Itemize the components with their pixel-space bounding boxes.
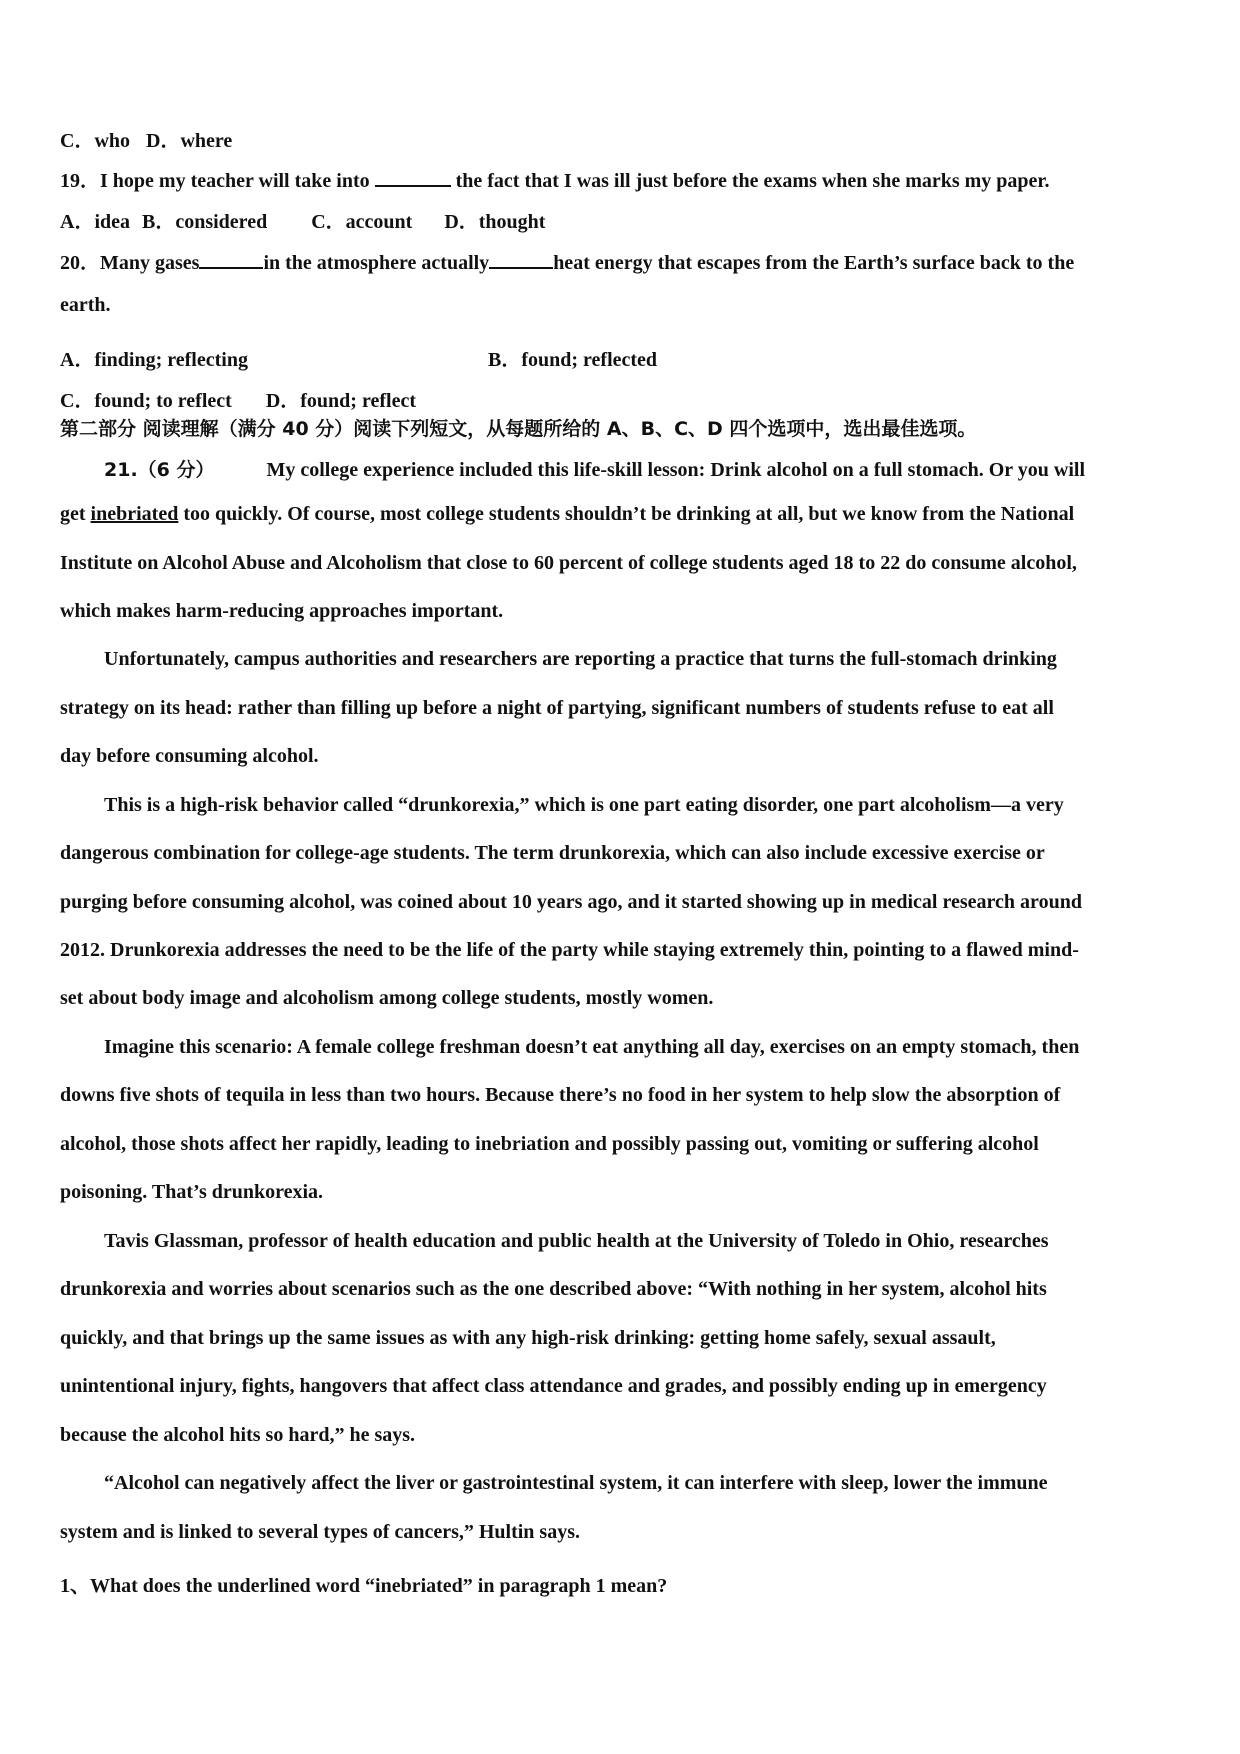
q20-option-c: C．found; to reflect xyxy=(60,390,232,412)
passage-line: system and is linked to several types of cancers,” Hultin says. xyxy=(60,1521,580,1543)
passage-line: Imagine this scenario: A female college freshman doesn’t eat anything all day, exercises on an empty stomach, then xyxy=(104,1036,1080,1058)
passage-line: This is a high-risk behavior called “drunkorexia,” which is one part eating disorder, one part alcoholism—a very xyxy=(104,794,1064,816)
q20-option-a: A．finding; reflecting xyxy=(60,349,248,371)
passage-line xyxy=(104,455,1085,482)
q20-stem-part3: heat energy that escapes from the Earth’s surface back to the xyxy=(553,252,1075,274)
passage-line: dangerous combination for college-age students. The term drunkorexia, which can also include excessive exercise or xyxy=(60,842,1045,864)
passage-line: Tavis Glassman, professor of health education and public health at the University of Toledo in Ohio, researches xyxy=(104,1230,1049,1252)
passage-line: Institute on Alcohol Abuse and Alcoholism that close to 60 percent of college students aged 18 to 22 do consume alcohol, xyxy=(60,552,1077,574)
passage-line: quickly, and that brings up the same issues as with any high-risk drinking: getting home safely, sexual assault, xyxy=(60,1327,996,1349)
passage-line: “Alcohol can negatively affect the liver or gastrointestinal system, it can interfere with sleep, lower the immune xyxy=(104,1472,1048,1494)
q18-option-d: D．where xyxy=(146,130,233,152)
q19-options xyxy=(60,205,545,234)
passage-line: drunkorexia and worries about scenarios such as the one described above: “With nothing in her system, alcohol hits xyxy=(60,1278,1047,1300)
passage-line: Unfortunately, campus authorities and researchers are reporting a practice that turns the full-stomach drinking xyxy=(104,648,1057,670)
q19-stem-before: 19．I hope my teacher will take into xyxy=(60,170,370,192)
q19-option-d: D．thought xyxy=(444,211,546,233)
passage-line: alcohol, those shots affect her rapidly, leading to inebriation and possibly passing out, vomiting or suffering alcohol xyxy=(60,1133,1039,1155)
q20-option-d: D．found; reflect xyxy=(265,390,416,412)
q20-option-b: B．found; reflected xyxy=(488,349,658,371)
q20-blank-2 xyxy=(489,249,553,269)
q18-options xyxy=(60,124,232,153)
q20-options-cd xyxy=(60,384,416,413)
passage-line: set about body image and alcoholism among college students, mostly women. xyxy=(60,987,714,1009)
section-heading: 第二部分 阅读理解（满分 40 分）阅读下列短文，从每题所给的 A、B、C、D 四个选项中，选出最佳选项。 xyxy=(60,418,977,440)
passage-line: day before consuming alcohol. xyxy=(60,745,319,767)
passage-line: 2012. Drunkorexia addresses the need to be the life of the party while staying extremely thin, pointing to a flawed mind- xyxy=(60,939,1079,961)
q19-option-a: A．idea xyxy=(60,211,130,233)
q19-blank xyxy=(375,167,451,187)
passage-line: downs five shots of tequila in less than two hours. Because there’s no food in her system to help slow the absorption of xyxy=(60,1084,1061,1106)
sub-question-1: 1、What does the underlined word “inebriated” in paragraph 1 mean? xyxy=(60,1575,668,1597)
passage-line: which makes harm-reducing approaches important. xyxy=(60,600,504,622)
passage-text: too quickly. Of course, most college students shouldn’t be drinking at all, but we know from the National xyxy=(183,503,1075,525)
q19-stem-after: the fact that I was ill just before the exams when she marks my paper. xyxy=(455,170,1050,192)
q20-stem-part1: 20．Many gases xyxy=(60,252,200,274)
passage-line: because the alcohol hits so hard,” he says. xyxy=(60,1424,416,1446)
q19-option-c: C．account xyxy=(311,211,413,233)
passage-text: My college experience included this life-skill lesson: Drink alcohol on a full stomach. Or you will xyxy=(266,459,1086,481)
q19-stem xyxy=(60,164,1049,193)
q20-stem xyxy=(60,246,1074,275)
q20-stem-part2: in the atmosphere actually xyxy=(263,252,490,274)
passage-line: unintentional injury, fights, hangovers that affect class attendance and grades, and possibly ending up in emergency xyxy=(60,1375,1047,1397)
passage-line: strategy on its head: rather than filling up before a night of partying, significant numbers of students refuse to eat all xyxy=(60,697,1054,719)
passage-line: poisoning. That’s drunkorexia. xyxy=(60,1181,324,1203)
q20-blank-1 xyxy=(199,249,263,269)
q20-stem-continued: earth. xyxy=(60,294,111,316)
q19-option-b: B．considered xyxy=(142,211,268,233)
underlined-word: inebriated xyxy=(90,503,179,525)
passage-line: purging before consuming alcohol, was coined about 10 years ago, and it started showing up in medical research around xyxy=(60,891,1082,913)
passage-text: get xyxy=(60,503,86,525)
question-number: 21.（6 分） xyxy=(104,459,215,481)
q18-option-c: C．who xyxy=(60,130,131,152)
passage-line xyxy=(60,503,1074,526)
